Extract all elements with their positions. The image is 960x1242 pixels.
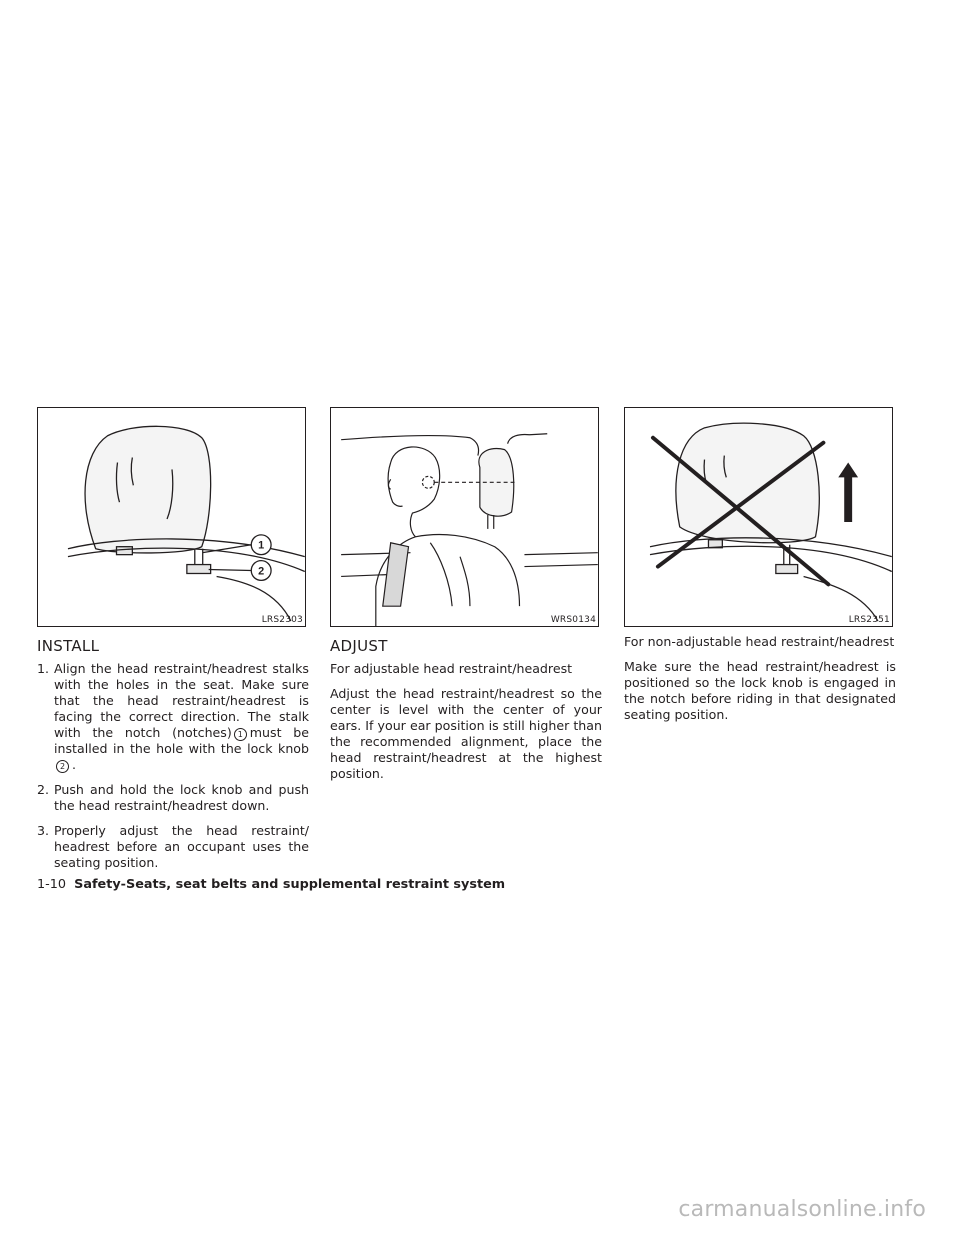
figure-adjust-headrest bbox=[330, 407, 599, 627]
section-title: Safety-Seats, seat belts and supplemental restraint system bbox=[74, 877, 506, 892]
step-number: 2. bbox=[37, 782, 50, 797]
install-step-2 bbox=[37, 782, 309, 814]
headrest-adjust-illustration bbox=[331, 408, 598, 626]
non-adjustable-subheading: For non-adjustable head restraint/headrest bbox=[624, 634, 895, 649]
figure-non-adjustable-headrest bbox=[624, 407, 893, 627]
callout-1-icon: 1 bbox=[234, 728, 247, 741]
adjust-section bbox=[330, 636, 602, 791]
adjust-subheading: For adjustable head restraint/headrest bbox=[330, 661, 573, 676]
non-adjustable-body: Make sure the head restraint/headrest is positioned so the lock knob is engaged in the notch before riding in that designated seating position. bbox=[624, 659, 896, 722]
figure-code: LRS2303 bbox=[261, 615, 303, 625]
figure-code: LRS2351 bbox=[848, 615, 890, 625]
page-footer bbox=[37, 877, 505, 893]
step-number: 1. bbox=[37, 661, 50, 676]
headrest-install-illustration bbox=[38, 408, 305, 626]
callout-1-label: 1 bbox=[258, 539, 265, 552]
callout-2-label: 2 bbox=[258, 565, 265, 578]
step-text: Properly adjust the head restraint/ headrest before an occupant uses the seating position. bbox=[54, 823, 309, 870]
adjust-heading: ADJUST bbox=[330, 637, 388, 655]
step-number: 3. bbox=[37, 823, 50, 838]
install-heading: INSTALL bbox=[37, 637, 100, 655]
headrest-lock-illustration bbox=[625, 408, 892, 626]
install-step-1 bbox=[37, 661, 309, 773]
figure-code: WRS0134 bbox=[550, 615, 596, 625]
callout-2-icon: 2 bbox=[56, 760, 69, 773]
adjust-body: Adjust the head restraint/headrest so the center is level with the center of your ears. If your ear position is still higher than the recommended alignment, place the head restraint/headrest at the highest position. bbox=[330, 686, 602, 781]
install-step-3 bbox=[37, 823, 309, 871]
watermark: carmanualsonline.info bbox=[678, 1197, 926, 1222]
install-section bbox=[37, 636, 309, 880]
non-adjustable-section bbox=[624, 634, 896, 732]
step-text: Align the head restraint/headrest stalks with the holes in the seat. Make sure that the head restraint/headrest is facing the correct direction. The stalk with the notch (notches) 1 must be installed in the hole with the lock knob2 . bbox=[54, 661, 310, 772]
step-text: Push and hold the lock knob and push the head restraint/headrest down. bbox=[54, 782, 309, 813]
page-number: 1-10 bbox=[37, 877, 67, 892]
figure-install-headrest bbox=[37, 407, 306, 627]
